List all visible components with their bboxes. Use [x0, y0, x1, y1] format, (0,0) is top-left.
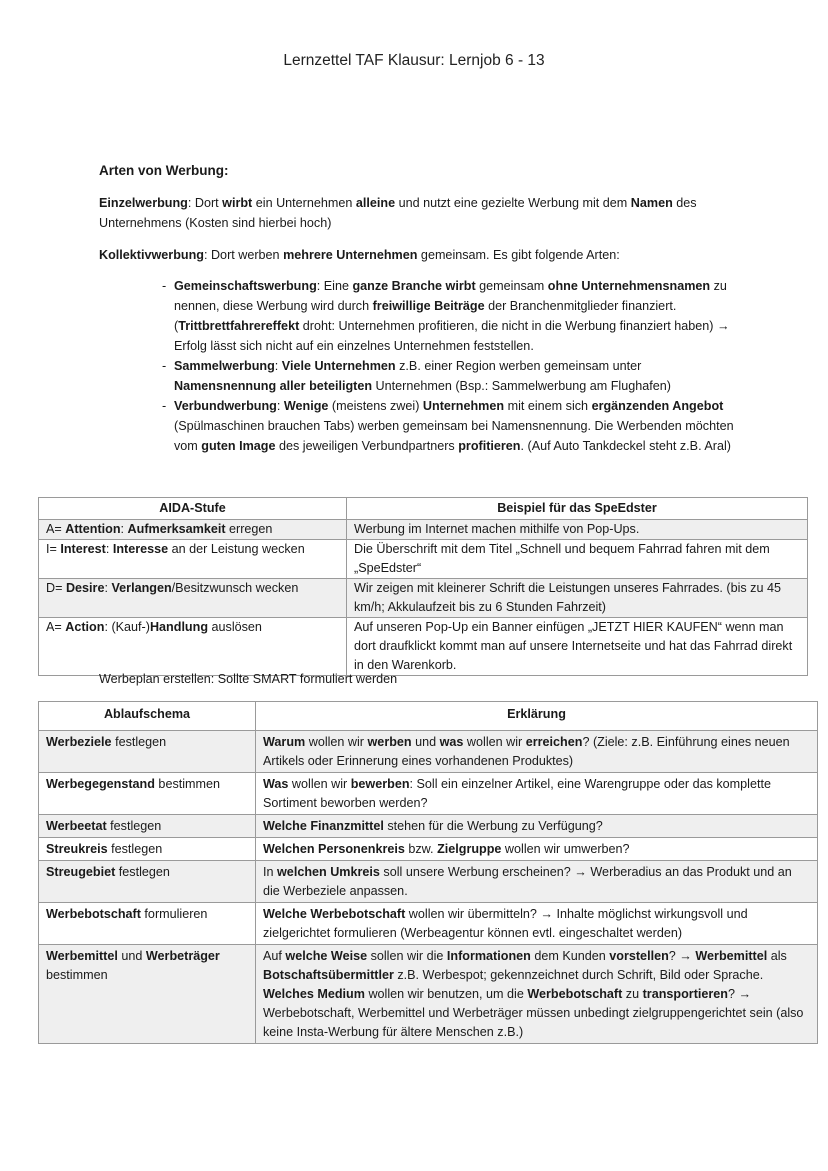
- table-cell: Warum wollen wir werben und was wollen wir erreichen? (Ziele: z.B. Einführung eines neuen Artikels oder Erinnerung eines vorhandenen Produktes): [256, 731, 818, 773]
- aida-table: [38, 497, 808, 676]
- table-cell: Auf unseren Pop-Up ein Banner einfügen „JETZT HIER KAUFEN“ wenn man dort draufklickt kommt man auf unsere Internetseite und hat das Fahrrad direkt in den Warenkorb.: [347, 618, 808, 676]
- table-cell: Wir zeigen mit kleinerer Schrift die Leistungen unseres Fahrrades. (bis zu 45 km/h; Akkulaufzeit bis zu 6 Stunden Fahrzeit): [347, 579, 808, 618]
- table-row: [39, 815, 818, 838]
- table-cell: D= Desire: Verlangen/Besitzwunsch wecken: [39, 579, 347, 618]
- table-cell: Werbegegenstand bestimmen: [39, 773, 256, 815]
- table-header-row: [39, 498, 808, 520]
- table-cell: Werbung im Internet machen mithilfe von Pop-Ups.: [347, 520, 808, 540]
- table-cell: A= Action: (Kauf-)Handlung auslösen: [39, 618, 347, 676]
- section-heading: Arten von Werbung:: [99, 163, 229, 178]
- table-cell: Die Überschrift mit dem Titel „Schnell und bequem Fahrrad fahren mit dem „SpeEdster“: [347, 540, 808, 579]
- table-row: [39, 731, 818, 773]
- kollektivwerbung-paragraph: Kollektivwerbung: Dort werben mehrere Unternehmen gemeinsam. Es gibt folgende Arten:: [99, 248, 620, 262]
- table-cell: Welche Finanzmittel stehen für die Werbung zu Verfügung?: [256, 815, 818, 838]
- einzelwerbung-paragraph: Einzelwerbung: Dort wirbt ein Unternehmen alleine und nutzt eine gezielte Werbung mit dem Namen des Unternehmens (Kosten sind hierbei hoch): [99, 196, 697, 230]
- column-header: AIDA-Stufe: [39, 498, 347, 520]
- werbeplan-intro: Werbeplan erstellen: Sollte SMART formuliert werden: [99, 672, 398, 686]
- table-row: [39, 773, 818, 815]
- table-cell: Werbeziele festlegen: [39, 731, 256, 773]
- table-row: [39, 540, 808, 579]
- table-cell: Was wollen wir bewerben: Soll ein einzelner Artikel, eine Warengruppe oder das komplette Sortiment beworben werden?: [256, 773, 818, 815]
- column-header: Ablaufschema: [39, 702, 256, 731]
- table-cell: Auf welche Weise sollen wir die Informationen dem Kunden vorstellen? → Werbemittel als Botschaftsübermittler z.B. Werbespot; gekennzeichnet durch Schrift, Bild oder Sprache. Welches Medium wollen wir benutzen, um die Werbebotschaft zu transportieren? → Werbebotschaft, Werbemittel und Werbeträger müssen unbedingt zielgruppengerichtet sein (also keine Insta-Werbung für ältere Menschen z.B.): [256, 945, 818, 1044]
- list-item-gemeinschaftswerbung: - Gemeinschaftswerbung: Eine ganze Branche wirbt gemeinsam ohne Unternehmensnamen zu nennen, diese Werbung wird durch freiwillige Beiträge der Branchenmitglieder finanziert. (Trittbrettfahrereffekt droht: Unternehmen profitieren, die nicht in die Werbung finanziert haben) → Erfolg lässt sich nicht auf ein einzelnes Unternehmen feststellen.: [162, 279, 730, 353]
- table-cell: Welchen Personenkreis bzw. Zielgruppe wollen wir umwerben?: [256, 838, 818, 861]
- werbeplan-table: [38, 701, 818, 1044]
- table-cell: Welche Werbebotschaft wollen wir übermitteln? → Inhalte möglichst wirkungsvoll und zielgerichtet formulieren (Werbeagentur können evtl. eingeschaltet werden): [256, 903, 818, 945]
- table-row: [39, 618, 808, 676]
- list-item-sammelwerbung: - Sammelwerbung: Viele Unternehmen z.B. einer Region werben gemeinsam unter Namensnennung aller beteiligten Unternehmen (Bsp.: Sammelwerbung am Flughafen): [162, 359, 671, 393]
- table-row: [39, 579, 808, 618]
- table-cell: Streugebiet festlegen: [39, 861, 256, 903]
- table-header-row: [39, 702, 818, 731]
- table-cell: I= Interest: Interesse an der Leistung wecken: [39, 540, 347, 579]
- list-item-verbundwerbung: - Verbundwerbung: Wenige (meistens zwei) Unternehmen mit einem sich ergänzenden Angebot (Spülmaschinen brauchen Tabs) werben gemeinsam bei Namensnennung. Die Werbenden möchten vom guten Image des jeweiligen Verbundpartners profitieren. (Auf Auto Tankdeckel steht z.B. Aral): [162, 399, 734, 453]
- table-row: [39, 520, 808, 540]
- table-row: [39, 903, 818, 945]
- column-header: Erklärung: [256, 702, 818, 731]
- table-cell: In welchen Umkreis soll unsere Werbung erscheinen? → Werberadius an das Produkt und an die Werbeziele anpassen.: [256, 861, 818, 903]
- page-title: Lernzettel TAF Klausur: Lernjob 6 - 13: [283, 52, 545, 69]
- table-cell: Werbemittel und Werbeträger bestimmen: [39, 945, 256, 1044]
- table-cell: Werbebotschaft formulieren: [39, 903, 256, 945]
- kollektiv-arten-list: [146, 276, 746, 456]
- table-row: [39, 945, 818, 1044]
- table-row: [39, 838, 818, 861]
- table-cell: Werbeetat festlegen: [39, 815, 256, 838]
- column-header: Beispiel für das SpeEdster: [347, 498, 808, 520]
- table-cell: Streukreis festlegen: [39, 838, 256, 861]
- table-row: [39, 861, 818, 903]
- table-cell: A= Attention: Aufmerksamkeit erregen: [39, 520, 347, 540]
